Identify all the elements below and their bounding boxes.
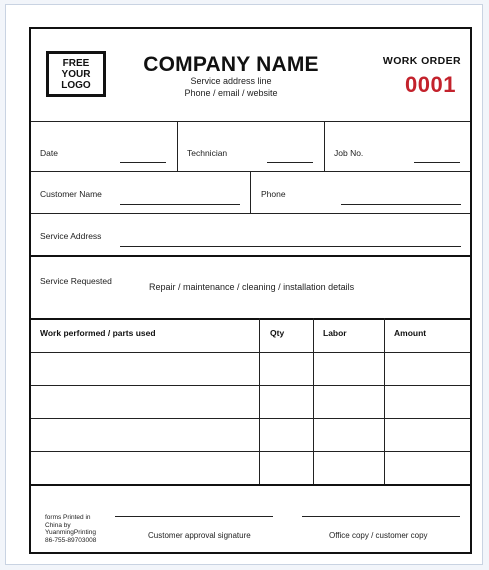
divider [324, 121, 325, 171]
technician-line[interactable] [267, 162, 313, 163]
column-header-qty: Qty [270, 328, 285, 338]
table-row-divider [31, 451, 470, 452]
section-divider [31, 255, 470, 257]
printer-line: 86-755-89703008 [45, 536, 97, 544]
customer-name-line[interactable] [120, 204, 240, 205]
job-no-label: Job No. [334, 148, 364, 158]
column-header-work: Work performed / parts used [40, 328, 156, 338]
service-requested-label: Service Requested [40, 276, 112, 286]
copy-line [302, 516, 460, 517]
printer-line: forms Printed in [45, 514, 91, 521]
service-address-label: Service Address [40, 231, 102, 241]
logo-line: LOGO [61, 79, 91, 91]
date-label: Date [40, 148, 58, 158]
table-row-divider [31, 418, 470, 419]
work-order-number: 0001 [405, 72, 456, 97]
phone-line[interactable] [341, 204, 461, 205]
table-row-divider [31, 385, 470, 386]
column-header-amount: Amount [394, 328, 427, 338]
column-divider [313, 318, 314, 485]
service-address-line[interactable] [120, 246, 461, 247]
logo-placeholder [46, 51, 106, 97]
company-name: COMPANY NAME [143, 53, 319, 76]
column-header-labor: Labor [323, 328, 347, 338]
job-no-line[interactable] [414, 162, 460, 163]
customer-name-label: Customer Name [40, 189, 102, 199]
logo-line: FREE [62, 57, 90, 69]
company-address: Service address line [190, 76, 272, 86]
table-row-divider [31, 352, 470, 353]
section-divider [31, 318, 470, 320]
column-divider [384, 318, 385, 485]
paper-sheet [5, 4, 483, 565]
printer-info [45, 514, 96, 544]
work-order-form [29, 27, 472, 554]
divider [177, 121, 178, 171]
date-line[interactable] [120, 162, 166, 163]
work-order-label: WORK ORDER [382, 55, 461, 67]
logo-line: YOUR [61, 68, 91, 80]
phone-label: Phone [261, 189, 286, 199]
printer-line: YuanmingPrinting [45, 529, 96, 536]
technician-label: Technician [187, 148, 228, 158]
column-divider [259, 318, 260, 485]
copy-label: Office copy / customer copy [329, 531, 428, 540]
service-details-text: Repair / maintenance / cleaning / installation details [149, 282, 355, 292]
signature-label: Customer approval signature [148, 531, 251, 540]
divider [31, 213, 470, 214]
divider [31, 121, 470, 122]
divider [250, 171, 251, 213]
printer-line: China by [45, 521, 71, 529]
signature-line[interactable] [115, 516, 273, 517]
company-contact: Phone / email / website [184, 88, 278, 98]
section-divider [31, 484, 470, 486]
